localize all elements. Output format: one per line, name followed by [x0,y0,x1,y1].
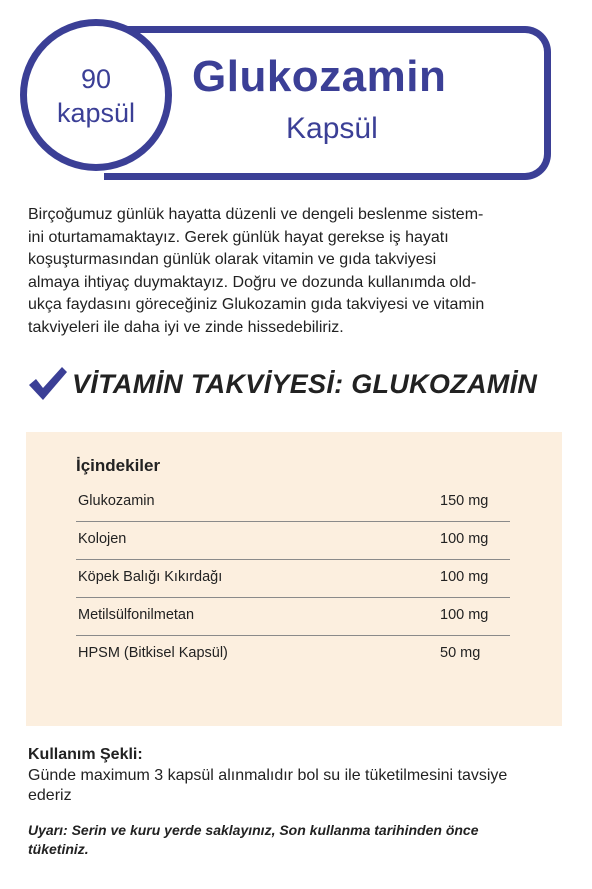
usage-line: ederiz [28,787,72,804]
intro-line: takviyeleri ile daha iyi ve zinde hissedebiliriz. [28,318,344,336]
section-title: VİTAMİN TAKVİYESİ: GLUKOZAMİN [72,368,538,399]
intro-line: ukça faydasını göreceğiniz Glukozamin gıda takviyesi ve vitamin [28,296,485,313]
ingredient-row [76,522,510,560]
capsule-unit: kapsül [56,98,136,128]
ingredient-amount: 50 mg [440,645,481,661]
ingredients-title: İçindekiler [76,456,161,475]
intro-line: Birçoğumuz günlük hayatta düzenli ve dengeli beslenme sistem- [28,206,484,223]
usage-title: Kullanım Şekli: [28,746,143,763]
product-subtitle: Kapsül [286,112,378,145]
ingredient-amount: 100 mg [440,531,489,547]
usage-text [28,766,548,806]
capsule-count-badge [20,19,172,171]
ingredient-name: Metilsülfonilmetan [78,607,195,623]
ingredient-name: Kolojen [78,531,127,547]
check-icon [26,363,68,405]
ingredient-amount: 100 mg [440,607,489,623]
ingredient-amount: 150 mg [440,493,489,509]
ingredient-row [76,636,510,674]
ingredient-list [76,484,510,674]
ingredients-panel [26,432,562,726]
section-heading [26,362,537,406]
capsule-count: 90 [80,64,112,94]
intro-line: ini oturtamamaktayız. Gerek günlük hayat gerekse iş hayatı [28,228,449,246]
intro-paragraph [28,204,568,339]
ingredient-amount: 100 mg [440,569,489,585]
ingredient-name: HPSM (Bitkisel Kapsül) [78,645,228,661]
warning-line: tüketiniz. [28,841,89,857]
ingredient-row [76,598,510,636]
ingredient-row [76,560,510,598]
usage-line: Günde maximum 3 kapsül alınmalıdır bol su ile tüketilmesini tavsiye [28,767,508,784]
warning-line: Uyarı: Serin ve kuru yerde saklayınız, Son kullanma tarihinden önce [28,822,479,838]
product-title: Glukozamin [192,52,447,101]
ingredient-name: Köpek Balığı Kıkırdağı [78,569,223,585]
warning-text [28,821,568,859]
ingredient-name: Glukozamin [78,493,155,509]
intro-line: almaya ihtiyaç duymaktayız. Doğru ve dozunda kullanımda old- [28,273,477,291]
intro-line: koşuşturmasından günlük olarak vitamin ve gıda takviyesi [28,251,437,268]
ingredient-row [76,484,510,522]
